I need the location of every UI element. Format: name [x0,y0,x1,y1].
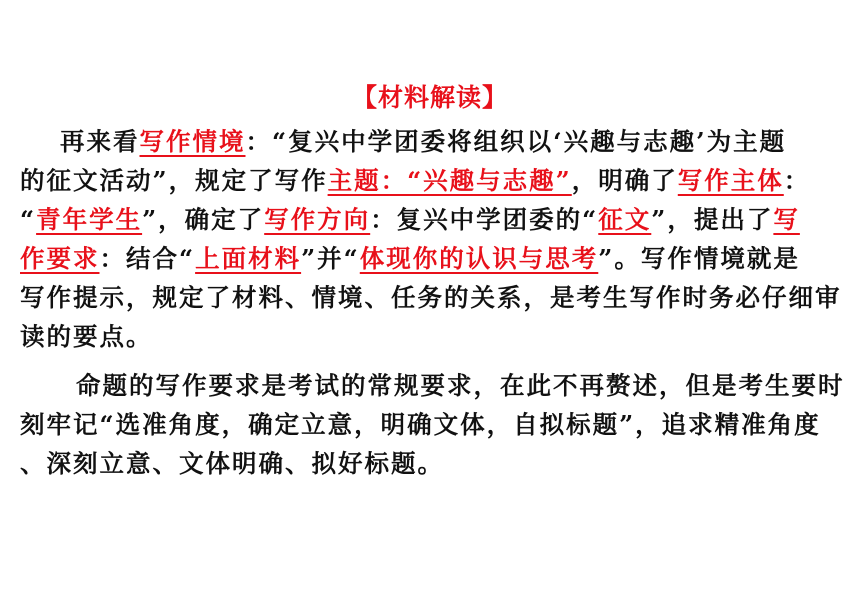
highlight-writing-requirement-start: 写 [773,205,800,234]
text-line [20,200,842,239]
paragraph-material-interpretation [20,122,842,356]
highlight-writing-requirement-end: 作要求 [20,244,100,273]
text-line [20,239,842,278]
text-span: ”，确定了 [142,205,265,234]
text-span: ：“复兴中学团委将组织以‘兴趣与志趣’为主题 [245,127,787,156]
text-span: ： [783,166,811,195]
highlight-above-material: 上面材料 [195,244,302,273]
section-title: 【材料解读】 [351,83,508,112]
text-line [20,366,845,405]
highlight-writing-direction: 写作方向 [264,205,371,234]
text-span: “ [20,205,37,234]
highlight-youth-students: 青年学生 [36,205,143,234]
text-span: ：结合“ [99,244,196,273]
text-line: 、深刻立意、文体明确、拟好标题。 [20,449,444,478]
text-span: 再来看 [60,127,140,156]
text-span: 的征文活动”，规定了写作 [20,166,328,195]
paragraph-requirements [20,366,845,483]
highlight-writing-context: 写作情境 [139,127,246,156]
text-span: ”，提出了 [651,205,774,234]
highlight-writing-theme: 主题：“兴趣与志趣” [327,166,572,195]
text-span: ”。写作情境就是 [598,244,800,273]
text-span: ，明确了 [571,166,678,195]
text-line [20,161,842,200]
highlight-writing-subject: 写作主体 [677,166,784,195]
text-line [20,122,842,161]
text-span: ”并“ [301,244,360,273]
text-span: ：复兴中学团委的“ [370,205,599,234]
highlight-reflect-thinking: 体现你的认识与思考 [359,244,599,273]
highlight-essay: 征文 [598,205,652,234]
text-span: 命题的写作要求是考试的常规要求，在此不再赘述，但是考生要时 [76,371,845,400]
text-line: 读的要点。 [20,322,153,351]
text-line: 写作提示，规定了材料、情境、任务的关系，是考生写作时务必仔细审 [20,283,842,312]
text-line: 刻牢记“选准角度，确定立意，明确文体，自拟标题”，追求精准角度 [20,410,821,439]
